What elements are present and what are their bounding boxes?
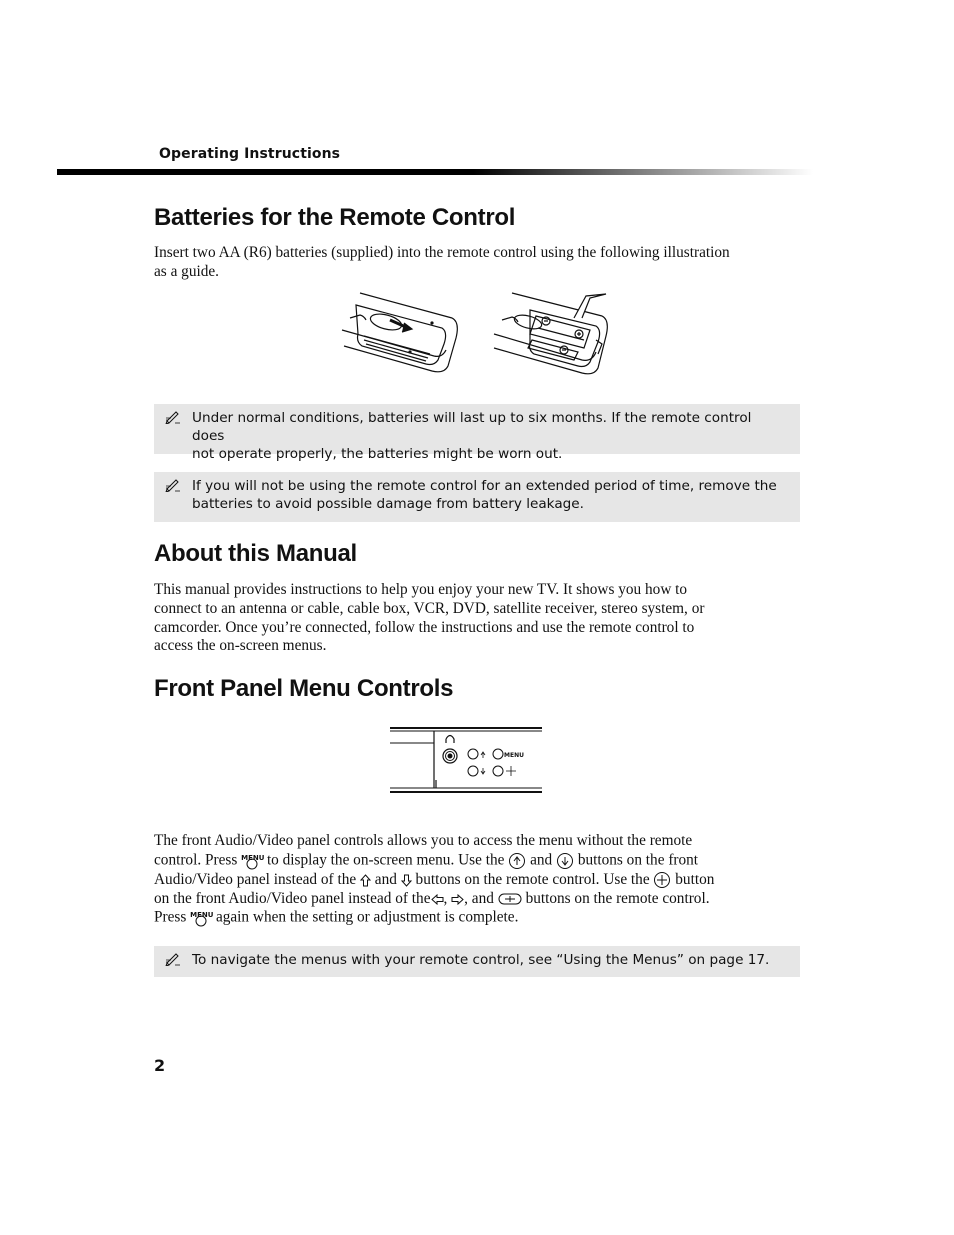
note-pencil-icon [165, 478, 181, 492]
about-line2: connect to an antenna or cable, cable box, VCR, DVD, satellite receiver, stereo system, or [154, 599, 705, 617]
fp-line3 [154, 871, 804, 890]
note-battery-removal [154, 472, 800, 522]
note2-line2: batteries to avoid possible damage from battery leakage. [192, 496, 584, 513]
note-battery-life [154, 404, 800, 463]
batteries-intro [154, 244, 804, 282]
fp-line4-b: , [443, 889, 448, 907]
note-pencil-icon [165, 952, 181, 966]
fp-line4 [154, 890, 804, 909]
fp-line5-b: again when the setting or adjustment is complete. [215, 908, 519, 926]
fp-line4-c: , and [464, 889, 494, 907]
fp-line2-c: and [530, 851, 553, 869]
down-arrow-icon [401, 874, 412, 887]
batteries-intro-line1: Insert two AA (R6) batteries (supplied) into the remote control using the following illustration [154, 244, 730, 261]
right-arrow-icon [451, 894, 464, 905]
fp-line4-a: on the front Audio/Video panel instead of the [154, 889, 431, 907]
fp-line5 [154, 908, 804, 928]
fp-line3-a: Audio/Video panel instead of the [154, 870, 357, 888]
batteries-heading: Batteries for the Remote Control [154, 204, 516, 231]
note-navigate-menus [154, 946, 800, 977]
left-arrow-icon [431, 894, 444, 905]
page-number: 2 [154, 1056, 166, 1075]
select-button-icon [653, 871, 671, 889]
about-paragraph [154, 581, 804, 656]
menu-button-icon [190, 908, 212, 928]
about-line4: access the on-screen menus. [154, 637, 327, 655]
fp-line3-b: and [374, 870, 397, 888]
about-heading: About this Manual [154, 540, 357, 567]
battery-insertion-illustration [334, 288, 614, 380]
panel-menu-label: MENU [504, 752, 524, 759]
note2-line1: If you will not be using the remote control for an extended period of time, remove the [192, 478, 777, 494]
batteries-intro-line2: as a guide. [154, 262, 219, 280]
fp-line1: The front Audio/Video panel controls allows you to access the menu without the remote [154, 832, 693, 849]
menu-button-icon [241, 851, 263, 871]
enter-button-icon [498, 892, 522, 906]
fp-line2-a: control. Press [154, 851, 238, 869]
fp-line2 [154, 851, 804, 871]
up-arrow-icon [360, 874, 371, 887]
fp-line3-d: button [675, 870, 715, 888]
fp-line5-a: Press [154, 908, 187, 926]
front-panel-heading: Front Panel Menu Controls [154, 675, 454, 702]
about-line1: This manual provides instructions to help you enjoy your new TV. It shows you how to [154, 581, 688, 598]
about-line3: camcorder. Once you’re connected, follow the instructions and use the remote control to [154, 618, 695, 636]
menu-icon-label: MENU [241, 853, 265, 862]
down-button-icon [556, 852, 574, 870]
fp-line2-b: to display the on-screen menu. Use the [266, 851, 505, 869]
note1-line1: Under normal conditions, batteries will last up to six months. If the remote control does [192, 410, 752, 445]
up-button-icon [508, 852, 526, 870]
fp-line3-c: buttons on the remote control. Use the [415, 870, 650, 888]
note-pencil-icon [165, 410, 181, 424]
front-panel-paragraph [154, 832, 804, 928]
fp-line2-d: buttons on the front [577, 851, 699, 869]
note1-line2: not operate properly, the batteries might be worn out. [192, 446, 563, 463]
running-head: Operating Instructions [159, 146, 341, 162]
front-panel-illustration [388, 722, 544, 796]
note3-text: To navigate the menus with your remote control, see “Using the Menus” on page 17. [192, 952, 770, 968]
menu-icon-label: MENU [190, 911, 214, 920]
fp-line4-d: buttons on the remote control. [525, 889, 710, 907]
header-rule [57, 169, 813, 175]
